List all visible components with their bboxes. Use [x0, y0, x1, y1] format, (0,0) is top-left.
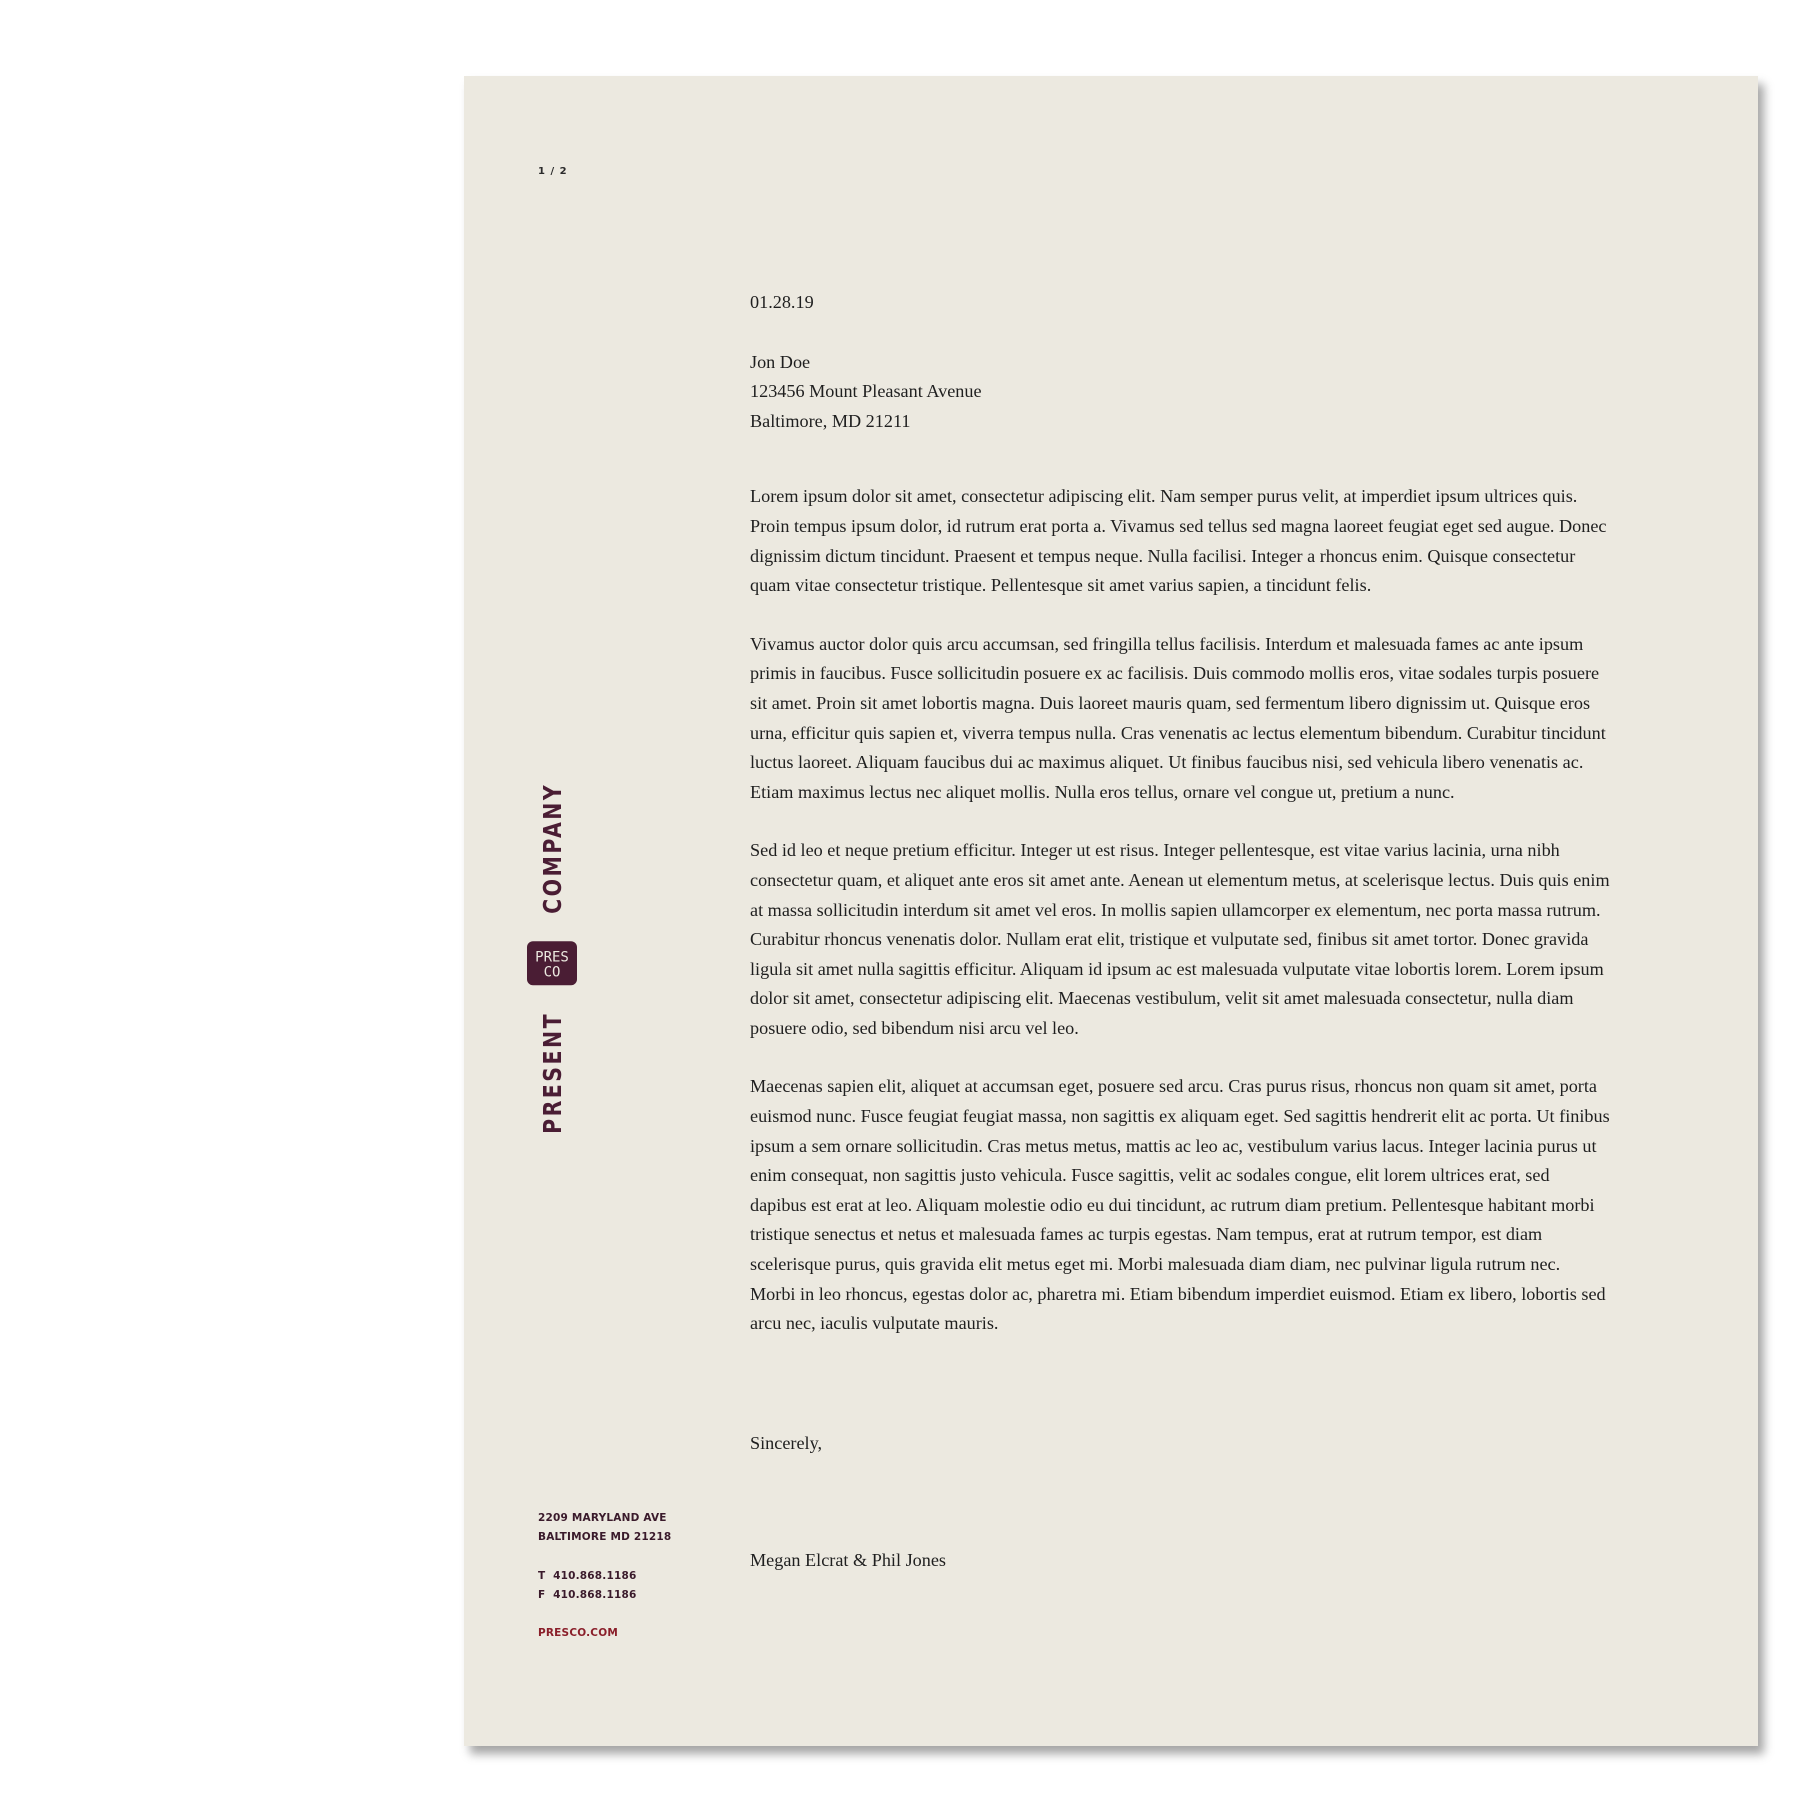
address-line-1: 2209 MARYLAND AVE	[538, 1512, 667, 1524]
phone-number: T 410.868.1186	[538, 1570, 637, 1582]
body-paragraph: Lorem ipsum dolor sit amet, consectetur adipiscing elit. Nam semper purus velit, at imperdiet ipsum ultrices quis. Proin tempus ipsum dolor, id rutrum erat porta a. Vivamus sed tellus sed magna laoreet feugiat eget sed augue. Donec dignissim dictum tincidunt. Praesent et tempus neque. Nulla facilisi. Integer a rhoncus enim. Quisque consectetur quam vitae consectetur tristique. Pellentesque sit amet varius sapien, a tincidunt felis.	[750, 486, 1607, 596]
letter-date: 01.28.19	[750, 292, 814, 312]
company-website[interactable]: PRESCO.COM	[538, 1627, 618, 1639]
brand-word-present: PRESENT	[537, 1011, 567, 1134]
body-paragraph: Vivamus auctor dolor quis arcu accumsan, sed fringilla tellus facilisis. Interdum et malesuada fames ac ante ipsum primis in faucibus. Fusce sollicitudin posuere ex ac facilisis. Duis commodo mollis eros, vitae sodales turpis posuere sit amet. Proin sit amet lobortis magna. Duis laoreet mauris quam, sed fermentum libero dignissim ut. Quisque eros urna, efficitur quis sapien et, viverra tempus nulla. Cras venenatis ac lectus elementum bibendum. Curabitur tincidunt luctus laoreet. Aliquam faucibus dui ac maximus aliquet. Ut finibus faucibus nisi, sed vehicula libero venenatis ac. Etiam maximus lectus nec aliquet mollis. Nulla eros tellus, ornare vel congue ut, pretium a nunc.	[750, 633, 1606, 802]
page-number: 1 / 2	[538, 166, 568, 177]
recipient-street: 123456 Mount Pleasant Avenue	[750, 381, 982, 402]
brand-word-company: COMPANY	[537, 783, 567, 915]
fax-number: F 410.868.1186	[538, 1589, 637, 1601]
logo-line-2: CO	[543, 964, 561, 981]
company-address	[538, 1509, 671, 1547]
letterhead-sheet	[464, 76, 1758, 1746]
letter-closing: Sincerely,	[750, 1432, 823, 1453]
address-line-2: BALTIMORE MD 21218	[538, 1531, 672, 1543]
logo-line-1: PRES	[535, 949, 569, 966]
letter-body	[750, 288, 1610, 1576]
body-paragraph: Maecenas sapien elit, aliquet at accumsan eget, posuere sed arcu. Cras purus risus, rhoncus non quam sit amet, porta euismod nunc. Fusce feugiat feugiat massa, non sagittis ex aliquam eget. Sed sagittis hendrerit elit ac porta. Ut finibus ipsum a sem ornare sollicitudin. Cras metus metus, mattis ac leo ac, vestibulum varius lacus. Integer lacinia purus ut enim consequat, non sagittis justo vehicula. Fusce sagittis, velit ac sodales congue, elit lorem ultrices erat, sed dapibus est erat at leo. Aliquam molestie odio eu dui tincidunt, ac rutrum diam pretium. Pellentesque habitant morbi tristique senectus et netus et malesuada fames ac turpis egestas. Nam tempus, erat at rutrum tempor, est diam scelerisque purus, quis gravida elit metus eget mi. Morbi malesuada diam diam, nec pulvinar ligula rutrum nec. Morbi in leo rhoncus, egestas dolor ac, pharetra mi. Etiam bibendum imperdiet euismod. Etiam ex libero, lobortis sed arcu nec, iaculis vulputate mauris.	[750, 1076, 1610, 1334]
letter-signature: Megan Elcrat & Phil Jones	[750, 1550, 946, 1571]
recipient-city: Baltimore, MD 21211	[750, 410, 911, 431]
company-phones	[538, 1567, 637, 1605]
body-paragraph: Sed id leo et neque pretium efficitur. Integer ut est risus. Integer pellentesque, est vitae varius lacinia, urna nibh consectetur quam, et aliquet ante eros sit amet ante. Aenean ut elementum metus, at scelerisque lectus. Duis quis enim at massa sollicitudin interdum sit amet vel eros. In mollis sapien ullamcorper ex elementum, nec porta massa rutrum. Curabitur rhoncus venenatis dolor. Nullam erat elit, tristique et vulputate sed, finibus sit amet tortor. Donec gravida ligula sit amet nulla sagittis efficitur. Aliquam id ipsum ac est malesuada vulputate vitae lobortis lorem. Lorem ipsum dolor sit amet, consectetur adipiscing elit. Maecenas vestibulum, velit sit amet malesuada consectetur, nulla diam posuere odio, sed bibendum nisi arcu vel leo.	[750, 840, 1610, 1038]
recipient-address	[750, 348, 1610, 437]
presco-logo-icon	[527, 942, 577, 986]
recipient-name: Jon Doe	[750, 351, 811, 372]
